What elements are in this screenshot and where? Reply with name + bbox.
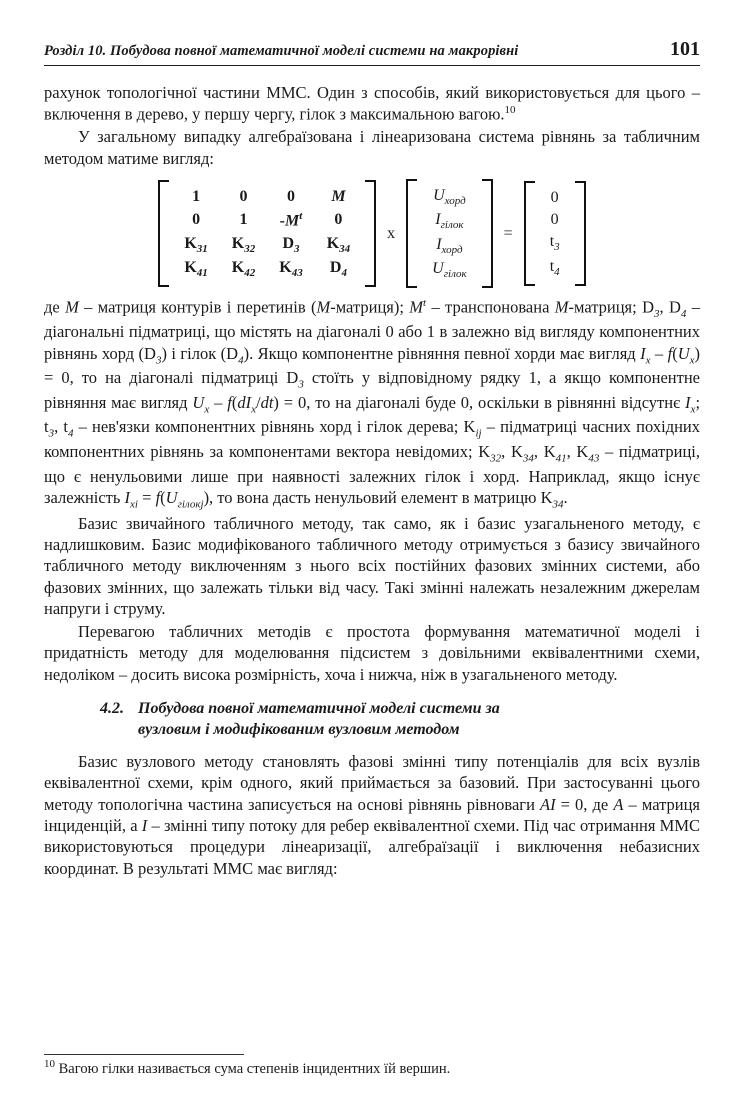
- footnote-marker: 10: [44, 1057, 55, 1070]
- paragraph-1: [44, 82, 700, 125]
- paragraph-2: У загальному випадку алгебраїзована і лінеаризована система рівнянь за табличним методом матиме вигляд:: [44, 127, 700, 168]
- vector-unknowns-cell: $I_{гілок}$: [435, 211, 464, 232]
- matrix-a-cell: $-M^t$: [279, 210, 303, 230]
- vector-unknowns: [406, 179, 493, 288]
- matrix-a-cell: 0: [239, 188, 248, 206]
- paragraph-6: Базис вузлового методу становлять фазові змінні типу потенціалів для всіх вузлів еквівалентної схеми, крім одного, який приймається за базовий. При застосуванні цього методу топологічна частина записується на основі рівнянь рівноваги AI = 0, де A – матриця інциденцій, а I – змінні типу потоку для ребер еквівалентної схеми. Під час отримання ММС використовуються процедури лінеаризації, алгебраїзації і виключення небазисних координат. В результаті ММС має вигляд:: [44, 751, 701, 878]
- paragraph-5: Перевагою табличних методів є простота формування математичної моделі і придатність методу для моделювання підсистем з довільними еквівалентними схеми, недоліком – досить висока розмірність, хоча і нижча, ніж в узагальненого методу.: [44, 621, 700, 684]
- page-number: 101: [670, 38, 700, 60]
- footnote: [44, 1054, 700, 1078]
- footnote-separator: [44, 1054, 244, 1055]
- matrix-a-cell: $K_{42}$: [231, 258, 256, 279]
- section-title-line-2: вузловим і модифікованим вузловим методом: [138, 720, 460, 738]
- footnote-text: Вагою гілки називається сума степенів інцидентних їй вершин.: [58, 1060, 451, 1077]
- running-head-title: Розділ 10. Побудова повної математичної моделі системи на макрорівні: [44, 43, 519, 59]
- matrix-a-cell: $K_{31}$: [184, 234, 208, 255]
- matrix-a-cell: $D_3$: [282, 234, 300, 255]
- vector-rhs-cell: 0: [550, 189, 559, 207]
- matrix-a-cell: $K_{41}$: [184, 258, 208, 279]
- vector-unknowns-cell: $U_{хорд}$: [433, 187, 466, 208]
- section-title: [138, 699, 500, 741]
- vector-rhs: [524, 181, 586, 285]
- vector-unknowns-cell: $I_{хорд}$: [436, 235, 463, 256]
- matrix-a-cell: $D_4$: [329, 258, 347, 279]
- matrix-a: [158, 180, 376, 287]
- section-number: 4.2.: [100, 700, 124, 718]
- multiplication-operator: x: [387, 224, 396, 242]
- matrix-a-cell: M: [331, 188, 346, 206]
- section-heading: [44, 699, 700, 741]
- matrix-equation: [44, 179, 700, 288]
- matrix-a-cell: 0: [334, 211, 343, 229]
- vector-rhs-cell: 0: [550, 211, 559, 229]
- page-header: [44, 38, 700, 66]
- matrix-a-cell: 0: [192, 211, 201, 229]
- matrix-a-cell: 1: [239, 211, 248, 229]
- footnote-body: [44, 1058, 700, 1078]
- paragraph-3: де M – матриця контурів і перетинів (M-матриця); $M^t$ – транспонована M-матриця; $D_3$, $D_4$ – діагональні підматриці, що містять на діагоналі 0 або 1 в залежно від вигляду компонентних рівнянь хорд $(D_3)$ і гілок $(D_4)$. Якщо компонентне рівняння певної хорди має вигляд $I_x - f(U_x) = 0$, то на діагоналі підматриці $D_3$ стоїть у відповідному рядку 1, а якщо компонентне рівняння має вигляд $U_x - f(dI_x/dt) = 0$, то на діагоналі буде 0, оскільки в рівнянні відсутнє $I_x$; $t_3$, $t_4$ – нев'язки компонентних рівнянь хорд і гілок дерева; $K_{ij}$ – підматриці часних похідних компонентних рівнянь за компонентами вектора невідомих; $K_{32}$, $K_{34}$, $K_{41}$, $K_{43}$ – підматриці, що є ненульовими лише при наявності залежних гілок і хорд. Наприклад, якщо існує залежність $I_{xi} = f(U_{гілокj})$, то вона дасть ненульовий елемент в матрицю $K_{34}$.: [44, 297, 701, 511]
- matrix-a-cell: $K_{32}$: [231, 234, 256, 255]
- matrix-a-cell: $K_{34}$: [326, 234, 351, 255]
- matrix-a-cell: $K_{43}$: [279, 258, 303, 279]
- section-title-line-1: Побудова повної математичної моделі системи за: [138, 700, 500, 718]
- vector-rhs-cell: $t_3$: [549, 233, 560, 254]
- vector-rhs-cell: $t_4$: [549, 257, 560, 278]
- paragraph-1-text: рахунок топологічної частини ММС. Один з способів, який використовується для цього – включення в дерево, у першу чергу, гілок з максимальною вагою.: [44, 83, 700, 124]
- paragraph-4: Базис звичайного табличного методу, так само, як і базис узагальненого методу, є надлишковим. Базис модифікованого табличного методу отримується з базису звичайного табличного методу виключенням з нього всіх постійних фазових змінних системи, або фазових змінних, що залежать тільки від часу. Такі змінні належать незалежним джерелам напруги і струму.: [44, 513, 700, 619]
- equals-operator: =: [503, 224, 513, 242]
- footnote-reference-10: 10: [504, 104, 516, 117]
- matrix-a-cell: 0: [286, 188, 295, 206]
- vector-unknowns-cell: $U_{гілок}$: [432, 259, 467, 280]
- matrix-a-cell: 1: [192, 188, 201, 206]
